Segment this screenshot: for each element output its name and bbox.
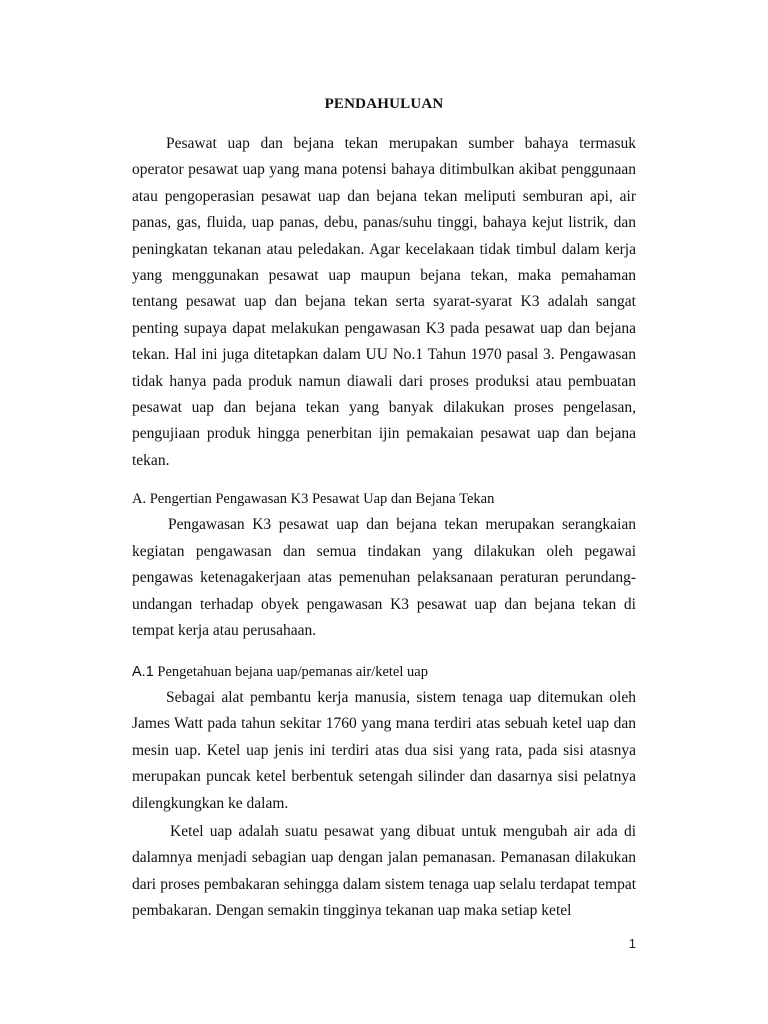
section-a1-paragraph-1: Sebagai alat pembantu kerja manusia, sistem tenaga uap ditemukan oleh James Watt pada tahun sekitar 1760 yang mana terdiri atas sebuah ketel uap dan mesin uap. Ketel uap jenis ini terdiri atas dua sisi yang rata, pada sisi atasnya merupakan puncak ketel berbentuk setengah silinder dan dasarnya sisi pelatnya dilengkungkan ke dalam. [132, 689, 636, 812]
section-a1-title: Pengetahuan bejana uap/pemanas air/ketel uap [157, 664, 428, 680]
section-a [132, 512, 636, 645]
section-a1-number: A.1 [132, 664, 154, 680]
intro-paragraph: Pesawat uap dan bejana tekan merupakan sumber bahaya termasuk operator pesawat uap yang mana potensi bahaya ditimbulkan akibat penggunaan atau pengoperasian pesawat uap dan bejana tekan meliputi semburan api, air panas, gas, fluida, uap panas, debu, panas/suhu tinggi, bahaya kejut listrik, dan peningkatan tekanan atau peledakan. Agar kecelakaan tidak timbul dalam kerja yang menggunakan pesawat uap maupun bejana tekan, maka pemahaman tentang pesawat uap dan bejana tekan serta syarat-syarat K3 adalah sangat penting supaya dapat melakukan pengawasan K3 pada pesawat uap dan bejana tekan. Hal ini juga ditetapkan dalam UU No.1 Tahun 1970 pasal 3. Pengawasan tidak hanya pada produk namun diawali dari proses produksi atau pembuatan pesawat uap dan bejana tekan yang banyak dilakukan proses pengelasan, pengujiaan produk hingga penerbitan ijin pemakaian pesawat uap dan bejana tekan. [132, 135, 636, 469]
section-a1-part-2 [132, 819, 636, 925]
section-a1-paragraph-2: Ketel uap adalah suatu pesawat yang dibuat untuk mengubah air ada di dalamnya menjadi sebagian uap dengan jalan pemanasan. Pemanasan dilakukan dari proses pembakaran sehingga dalam sistem tenaga uap selalu terdapat tempat pembakaran. Dengan semakin tingginya tekanan uap maka setiap ketel [132, 823, 636, 920]
section-a-paragraph: Pengawasan K3 pesawat uap dan bejana tekan merupakan serangkaian kegiatan pengawasan dan semua tindakan yang dilakukan oleh pegawai pengawas ketenagakerjaan atas pemenuhan pelaksanaan peraturan perundang-undangan terhadap obyek pengawasan K3 pesawat uap dan bejana tekan di tempat kerja atau perusahaan. [132, 516, 636, 640]
section-a1-part-1 [132, 685, 636, 817]
intro-section [132, 131, 636, 474]
section-a-heading: A. Pengertian Pengawasan K3 Pesawat Uap dan Bejana Tekan [132, 491, 495, 507]
page-title: PENDAHULUAN [324, 96, 444, 112]
page-number: 1 [628, 936, 636, 951]
section-a1-heading [132, 664, 428, 681]
